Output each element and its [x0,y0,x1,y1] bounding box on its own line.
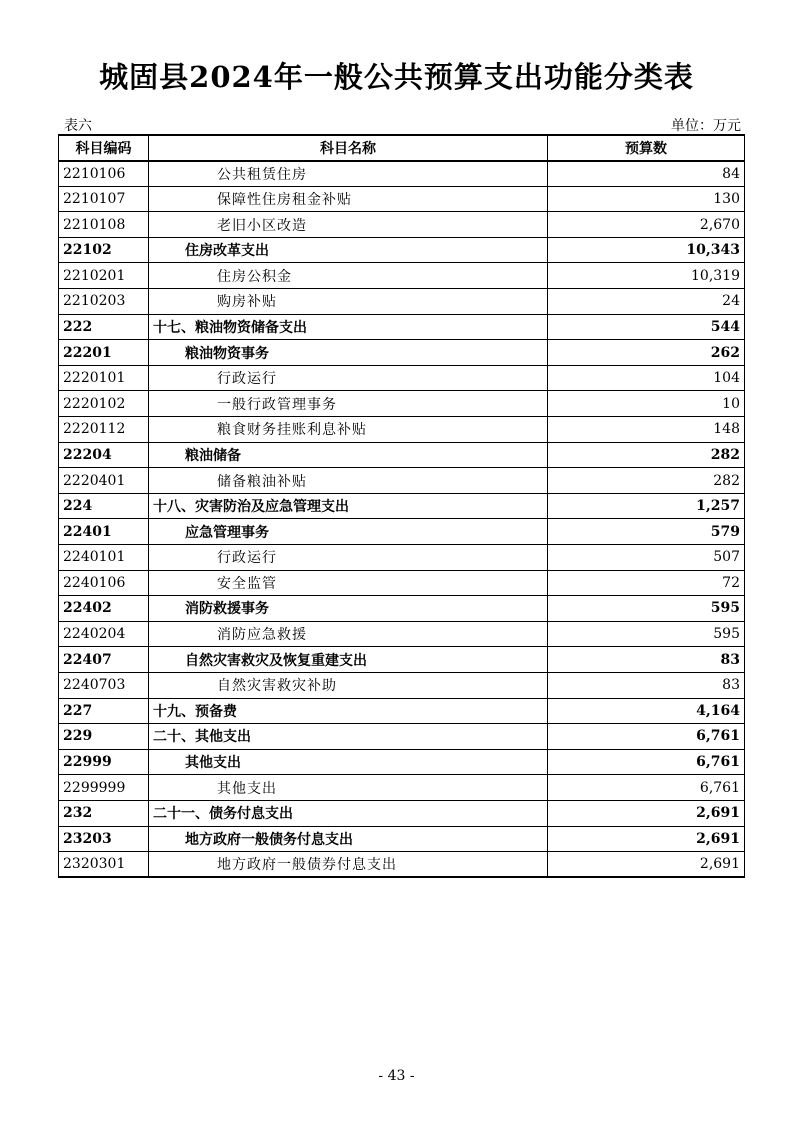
row-code: 227 [59,698,149,724]
row-amount: 595 [548,621,745,647]
row-code: 229 [59,724,149,750]
row-code: 2220102 [59,391,149,417]
row-amount: 2,691 [548,826,745,852]
row-amount: 6,761 [548,724,745,750]
row-name: 消防救援事务 [149,596,548,622]
row-code: 2210201 [59,263,149,289]
table-row [59,417,745,443]
row-code: 2240703 [59,672,149,698]
row-amount: 1,257 [548,493,745,519]
row-name: 十九、预备费 [149,698,548,724]
table-row [59,749,745,775]
row-amount: 10,319 [548,263,745,289]
row-name: 安全监管 [149,570,548,596]
row-amount: 6,761 [548,749,745,775]
table-row [59,647,745,673]
page-title: 城固县2024年一般公共预算支出功能分类表 [99,60,694,94]
row-amount: 262 [548,340,745,366]
row-name: 保障性住房租金补贴 [149,186,548,212]
row-code: 2240204 [59,621,149,647]
table-row [59,468,745,494]
row-name: 十八、灾害防治及应急管理支出 [149,493,548,519]
table-row [59,570,745,596]
row-amount: 2,670 [548,212,745,238]
table-row [59,493,745,519]
page-number: - 43 - [378,1068,415,1084]
row-amount: 148 [548,417,745,443]
row-code: 22407 [59,647,149,673]
row-name: 应急管理事务 [149,519,548,545]
row-name: 自然灾害救灾补助 [149,672,548,698]
row-code: 22204 [59,442,149,468]
row-code: 2210106 [59,161,149,187]
row-name: 消防应急救援 [149,621,548,647]
table-row [59,621,745,647]
row-amount: 130 [548,186,745,212]
row-amount: 24 [548,289,745,315]
table-row [59,340,745,366]
row-code: 22402 [59,596,149,622]
row-amount: 282 [548,442,745,468]
budget-table [58,134,745,878]
column-header-amount: 预算数 [548,135,745,161]
row-amount: 595 [548,596,745,622]
row-code: 2220112 [59,417,149,443]
row-name: 储备粮油补贴 [149,468,548,494]
row-name: 其他支出 [149,749,548,775]
row-code: 222 [59,314,149,340]
row-amount: 104 [548,365,745,391]
row-amount: 282 [548,468,745,494]
row-code: 2240101 [59,545,149,571]
table-row [59,672,745,698]
table-row [59,698,745,724]
row-code: 2240106 [59,570,149,596]
table-row [59,724,745,750]
row-code: 2210203 [59,289,149,315]
row-code: 22201 [59,340,149,366]
row-code: 23203 [59,826,149,852]
row-amount: 579 [548,519,745,545]
unit-label: 单位：万元 [671,118,741,134]
row-amount: 10,343 [548,237,745,263]
row-amount: 72 [548,570,745,596]
table-row [59,186,745,212]
row-code: 22999 [59,749,149,775]
table-row [59,545,745,571]
table-row [59,391,745,417]
row-name: 地方政府一般债券付息支出 [149,852,548,878]
row-amount: 507 [548,545,745,571]
table-row [59,289,745,315]
table-body [59,161,745,878]
table-row [59,237,745,263]
row-code: 224 [59,493,149,519]
row-name: 住房公积金 [149,263,548,289]
row-code: 2299999 [59,775,149,801]
table-row [59,212,745,238]
row-code: 2210107 [59,186,149,212]
row-name: 公共租赁住房 [149,161,548,187]
row-name: 住房改革支出 [149,237,548,263]
table-row [59,314,745,340]
table-row [59,826,745,852]
row-code: 2210108 [59,212,149,238]
row-name: 购房补贴 [149,289,548,315]
row-amount: 10 [548,391,745,417]
row-name: 地方政府一般债务付息支出 [149,826,548,852]
row-amount: 83 [548,672,745,698]
table-row [59,596,745,622]
row-code: 2320301 [59,852,149,878]
row-name: 粮食财务挂账利息补贴 [149,417,548,443]
row-name: 一般行政管理事务 [149,391,548,417]
table-row [59,263,745,289]
row-code: 232 [59,800,149,826]
row-name: 老旧小区改造 [149,212,548,238]
table-row [59,852,745,878]
row-name: 十七、粮油物资储备支出 [149,314,548,340]
row-name: 粮油物资事务 [149,340,548,366]
column-header-code: 科目编码 [59,135,149,161]
row-amount: 2,691 [548,852,745,878]
table-row [59,800,745,826]
table-row [59,442,745,468]
row-amount: 2,691 [548,800,745,826]
row-name: 其他支出 [149,775,548,801]
row-name: 自然灾害救灾及恢复重建支出 [149,647,548,673]
column-header-name: 科目名称 [149,135,548,161]
table-row [59,775,745,801]
table-header-row [59,135,745,161]
table-row [59,519,745,545]
row-code: 2220401 [59,468,149,494]
row-code: 22401 [59,519,149,545]
table-label: 表六 [64,118,92,134]
row-code: 2220101 [59,365,149,391]
row-name: 行政运行 [149,545,548,571]
row-code: 22102 [59,237,149,263]
row-name: 粮油储备 [149,442,548,468]
row-name: 二十、其他支出 [149,724,548,750]
table-row [59,161,745,187]
row-amount: 6,761 [548,775,745,801]
row-amount: 83 [548,647,745,673]
row-name: 行政运行 [149,365,548,391]
row-amount: 544 [548,314,745,340]
row-amount: 4,164 [548,698,745,724]
row-name: 二十一、债务付息支出 [149,800,548,826]
table-row [59,365,745,391]
row-amount: 84 [548,161,745,187]
